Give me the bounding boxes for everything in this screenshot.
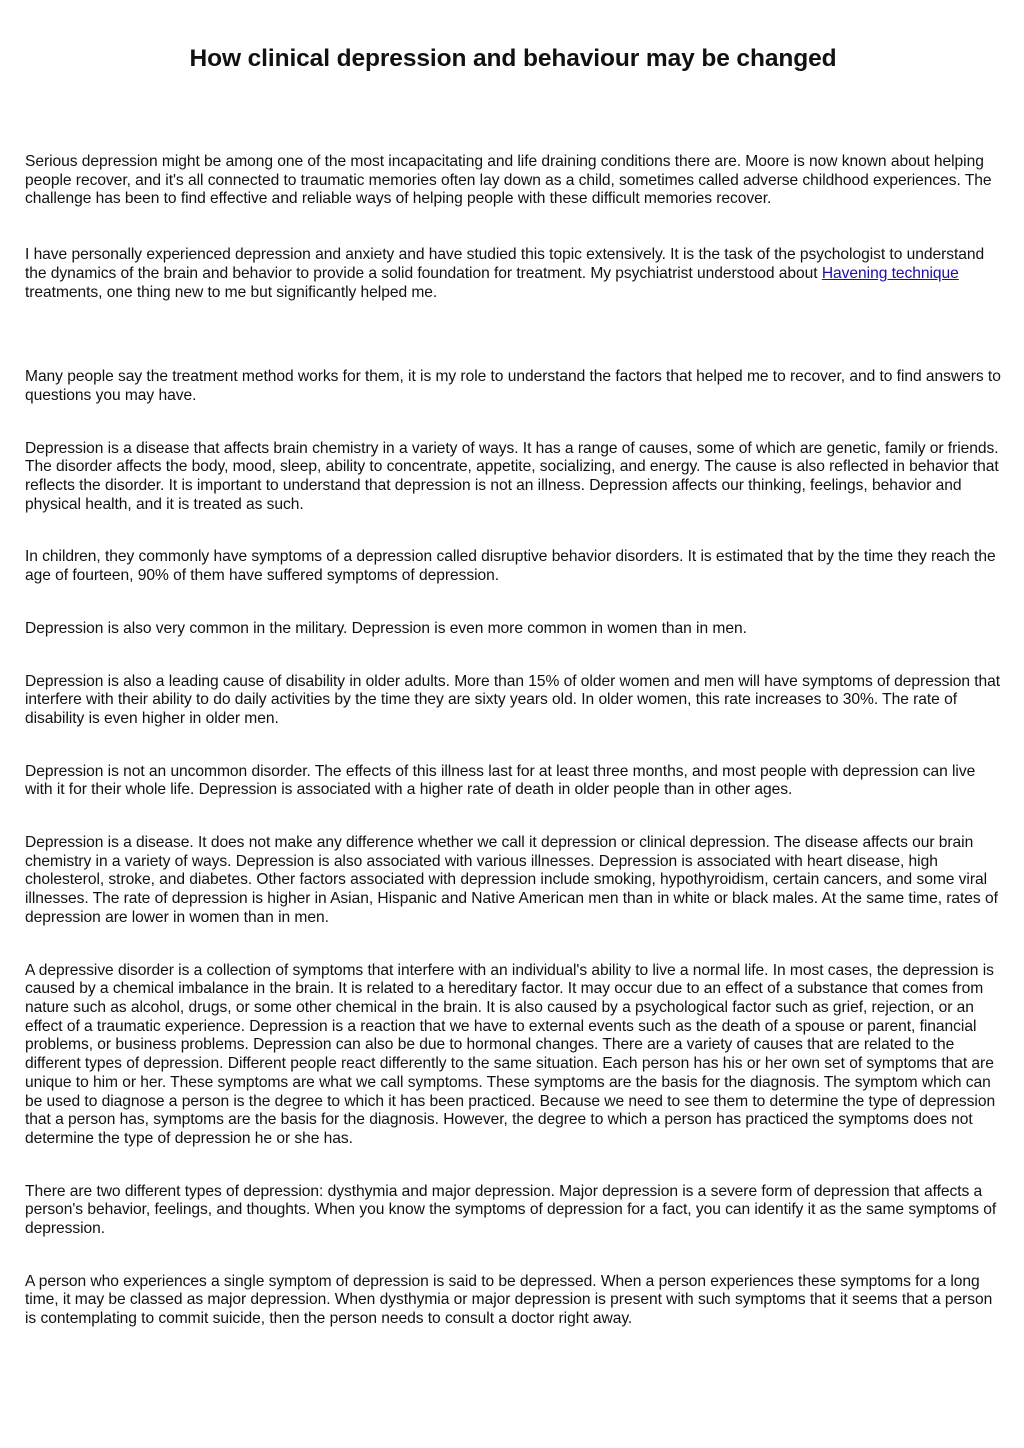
- page-title: How clinical depression and behaviour may be changed: [189, 45, 837, 72]
- paragraph-3: Many people say the treatment method works for them, it is my role to understand the factors that helped me to recover, and to find answers to questions you may have.: [25, 368, 1001, 404]
- paragraph-5: In children, they commonly have symptoms of a depression called disruptive behavior disorders. It is estimated that by the time they reach the age of fourteen, 90% of them have suffered symptoms of depression.: [25, 548, 996, 585]
- paragraph-11: There are two different types of depression: dysthymia and major depression. Major depression is a severe form of depression that affects a person's behavior, feelings, and thoughts. When you know the symptoms of depression for a fact, you can identify it as the same symptoms of depression.: [25, 1182, 997, 1238]
- paragraph-2-text-after: treatments, one thing new to me but significantly helped me.: [25, 283, 438, 301]
- paragraph-10: A depressive disorder is a collection of symptoms that interfere with an individual's ability to live a normal life. In most cases, the depression is caused by a chemical imbalance in the brain. It is related to a hereditary factor. It may occur due to an effect of a substance that comes from nature such as alcohol, drugs, or some other chemical in the brain. It is also caused by a psychological factor such as grief, rejection, or an effect of a traumatic experience. Depression is a reaction that we have to external events such as the death of a spouse or parent, financial problems, or business problems. Depression can also be due to hormonal changes. There are a variety of causes that are related to the different types of depression. Different people react differently to the same situation. Each person has his or her own set of symptoms that are unique to him or her. These symptoms are what we call symptoms. These symptoms are the basis for the diagnosis. The symptom which can be used to diagnose a person is the degree to which it has been practiced. Because we need to see them to determine the type of depression that a person has, symptoms are the basis for the diagnosis. However, the degree to which a person has practiced the symptoms does not determine the type of depression he or she has.: [25, 961, 996, 1147]
- document-page: [25, 0, 1001, 1329]
- paragraph-6: Depression is also very common in the military. Depression is even more common in women than in men.: [25, 619, 747, 637]
- paragraph-8: Depression is not an uncommon disorder. The effects of this illness last for at least three months, and most people with depression can live with it for their whole life. Depression is associated with a higher rate of death in older people than in other ages.: [25, 762, 976, 799]
- havening-technique-link[interactable]: Havening technique: [821, 264, 959, 282]
- paragraph-4: Depression is a disease that affects brain chemistry in a variety of ways. It has a range of causes, some of which are genetic, family or friends. The disorder affects the body, mood, sleep, ability to concentrate, appetite, socializing, and energy. The cause is also reflected in behavior that reflects the disorder. It is important to understand that depression is not an illness. Depression affects our thinking, feelings, behavior and physical health, and it is treated as such.: [25, 439, 999, 513]
- paragraph-7: Depression is also a leading cause of disability in older adults. More than 15% of older women and men will have symptoms of depression that interfere with their ability to do daily activities by the time they are sixty years old. In older women, this rate increases to 30%. The rate of disability is even higher in older men.: [25, 672, 1001, 727]
- paragraph-12: A person who experiences a single symptom of depression is said to be depressed. When a person experiences these symptoms for a long time, it may be classed as major depression. When dysthymia or major depression is present with such symptoms that it seems that a person is contemplating to commit suicide, then the person needs to consult a doctor right away.: [25, 1272, 993, 1328]
- paragraph-2: [25, 246, 1001, 302]
- paragraph-9: Depression is a disease. It does not make any difference whether we call it depression or clinical depression. The disease affects our brain chemistry in a variety of ways. Depression is also associated with various illnesses. Depression is associated with heart disease, high cholesterol, stroke, and diabetes. Other factors associated with depression include smoking, hypothyroidism, certain cancers, and some viral illnesses. The rate of depression is higher in Asian, Hispanic and Native American men than in white or black males. At the same time, rates of depression are lower in women than in men.: [25, 834, 998, 926]
- paragraph-1: Serious depression might be among one of the most incapacitating and life draining conditions there are. Moore is now known about helping people recover, and it's all connected to traumatic memories often lay down as a child, sometimes called adverse childhood experiences. The challenge has been to find effective and reliable ways of helping people with these difficult memories recover.: [25, 153, 992, 208]
- paragraph-2-text-before: I have personally experienced depression and anxiety and have studied this topic extensively. It is the task of the psychologist to understand the dynamics of the brain and behavior to provide a solid foundation for treatment. My psychiatrist understood about: [25, 246, 985, 282]
